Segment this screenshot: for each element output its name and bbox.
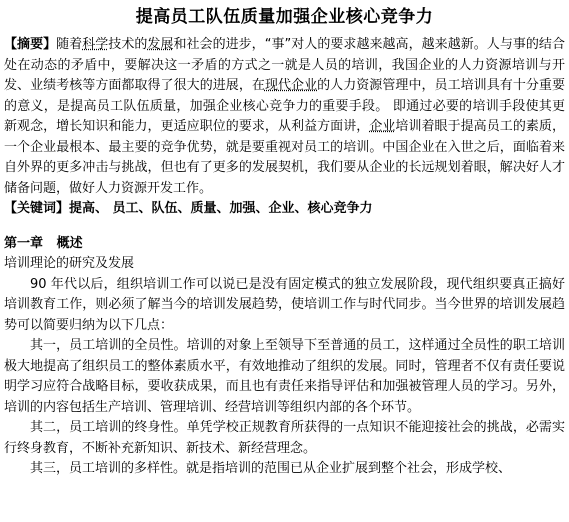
- document-title: 提高员工队伍质量加强企业核心竞争力: [135, 7, 434, 27]
- body-paragraph: 其三，员工培训的多样性。就是指培训的范围已从企业扩展到整个社会，形成学校、: [30, 461, 512, 476]
- abstract-text: 和社会的进步，“事”对人的要求越来越高，越来越新。人与事的结合处在动态的矛盾中，要解决这一矛盾的方式之一就是人员的培训，我国企业的人力资源培训与开发、业绩考核等方面都取得了很大的进展，在: [4, 37, 565, 93]
- link-development[interactable]: 发展: [147, 37, 174, 52]
- abstract-text: 随着: [56, 37, 83, 52]
- abstract-label: 【摘要】: [4, 37, 57, 52]
- chapter-heading: 第一章 概述: [4, 235, 83, 251]
- keywords-line: 【关键词】提高、 员工、队伍、质量、加强、企业、核心竞争力: [4, 201, 373, 216]
- section-heading: 培训理论的研究及发展: [4, 256, 135, 271]
- link-science[interactable]: 科学: [82, 37, 109, 52]
- abstract-text: 培训着眼于提高员工的素质，一个企业最根本、最主要的竞争优势，就是要重视对员工的培训。中国企业在入世之后，面临着来自外界的更多冲击与挑战，但也有了更多的发展契机，我们要从企业的长远规划着眼，解决好人才储备问题，做好人力资源开发工作。: [4, 119, 565, 196]
- spacer: [4, 220, 565, 234]
- document-body: [4, 0, 565, 480]
- body-paragraph: 90 年代以后，组织培训工作可以说已是没有固定模式的独立发展阶段，现代组织要真正搞好培训教育工作，则必须了解当今的培训发展趋势，使培训工作与时代同步。当今世界的培训发展趋势可以简要归纳为以下几点：: [4, 276, 565, 333]
- link-enterprise[interactable]: 企业: [369, 119, 396, 134]
- abstract-text: 的人力资源管理中，员工培训具有十分重要的意义，是提高员工队伍质量，加强企业核心竞争力的重要手段。 即通过必要的培训手段使其更新观念，增长知识和能力，更适应职位的要求，从利益方面讲，: [4, 78, 565, 134]
- body-paragraph: 其一，员工培训的全员性。培训的对象上至领导下至普通的员工，这样通过全员性的职工培训极大地提高了组织员工的整体素质水平，有效地推动了组织的发展。同时，管理者不仅有责任要说明学习应符合战略目标，要收获成果，而且也有责任来指导评估和加强被管理人员的学习。另外，培训的内容包括生产培训、管理培训、经营培训等组织内部的各个环节。: [4, 338, 565, 415]
- abstract-text: 技术的: [108, 37, 148, 52]
- abstract-paragraph: [4, 35, 565, 199]
- body-paragraph: 其二，员工培训的终身性。单凭学校正规教育所获得的一点知识不能迎接社会的挑战，必需实行终身教育，不断补充新知识、新技术、新经营理念。: [4, 420, 565, 456]
- link-modern-enterprise[interactable]: 现代企业: [264, 78, 318, 93]
